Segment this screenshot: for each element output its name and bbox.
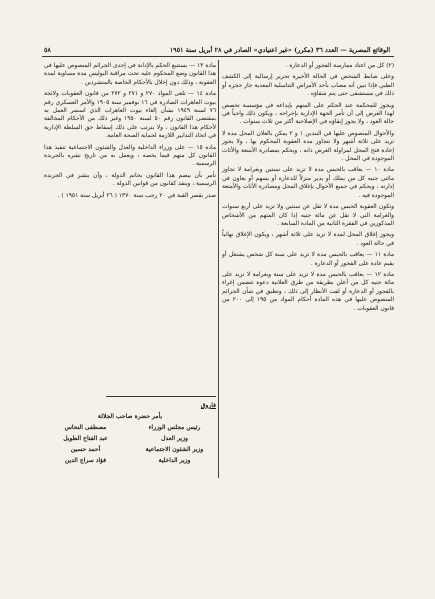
by-order-line: بأمر حضرة صاحب الجلالة xyxy=(97,413,163,420)
paragraph: مادة ١٠ — يعاقب بالحبس مدة لا تزيد على سنتين وبغرامة لا تجاوز مائتي جنيه كل من يملك أو يدير منزلاً للدعارة أو يسهم أو يعاون في إدارته ، ويحكم في جميع الأحوال بإغلاق المحل ومصادرة الأثاث والأمتعة الموجودة فيه . xyxy=(222,167,394,199)
king-signature: فاروق xyxy=(200,402,216,409)
paragraph: ويجوز إغلاق المحل لمدة لا تزيد على ثلاثة أشهر ، ويكون الإغلاق نهائياً في حالة العود . xyxy=(222,232,394,247)
page-number: ٥٨ xyxy=(44,46,51,54)
signatory-name: فؤاد سراج الدين xyxy=(64,457,107,464)
paragraph: صدر بقصر القبة في ٢٠ رجب سنة ١٣٧٠ ( ٢٦ أبريل سنة ١٩٥١ ) . xyxy=(57,192,216,199)
right-column xyxy=(222,62,394,316)
paragraph: والأحوال المنصوص عليها في البندين ١ و ٢ يمكن بالعلان المحل مدة لا تزيد على ثلاثة أشهر ولا تتجاوز مدة العقوبة المحكوم بها ، ولا يجوز إعادة فتح المحل لمزاولة الغرض ذاته ، ويحكم بمصادرة الأمتعة والأثاث الموجودة في المحل . xyxy=(222,130,394,163)
paragraph: (٢) كل من اعتاد ممارسة الفجور أو الدعارة . xyxy=(285,63,394,69)
header-title: الوقائع المصرية — العدد ٣٦ (مكرر) «غير اعتيادي» الصادر في ٢٨ أبريل سنة ١٩٥١ xyxy=(169,46,390,54)
paragraph: نأمر بأن يبصم هذا القانون بخاتم الدولة ، وأن ينشر في الجريدة الرسمية ، وينفذ كقانون من قوانين الدولة . xyxy=(44,172,216,188)
signatory-title: وزير الداخلية xyxy=(158,457,191,464)
signatory-name: مصطفى النحاس xyxy=(64,424,107,431)
pm-title: رئيس مجلس الوزراء xyxy=(148,424,201,431)
signature-block xyxy=(44,392,216,465)
paragraph: مادة ١١ — يعاقب بالحبس مدة لا تزيد على سنة كل شخص يشتغل أو يقيم عادة على الفجور أو الدعارة . xyxy=(222,252,394,267)
paragraph: ويجوز للمحكمة عند الحكم على المتهم بإيداعه في مؤسسة تخصص لهذا الغرض إلى أن تأمر الجهة الإدارية بإخراجه ، ويكون ذلك واجباً في حالة العود ، ولا يجوز إبقاؤه في الإصلاحية أكثر من ثلاث سنوات . xyxy=(222,102,394,126)
signatories xyxy=(44,423,216,465)
paragraph: مادة ١٢ — يعاقب بالحبس مدة لا تزيد على سنة وبغرامة لا تزيد على مائة جنيه كل من أعلن بطريقة من طرق العلانية دعوة تتضمن إغراء بالفجور أو الدعارة أو لفت الأنظار إلى ذلك ، وتطبق في شأن الجرائم المنصوص عليها في هذه المادة أحكام المواد من ١٩٥ إلى ٢٠٠ من قانون العقوبات . xyxy=(222,271,394,312)
left-column xyxy=(44,62,216,203)
paragraph: وتكون العقوبة الحبس مدة لا تقل عن سنتين ولا تزيد على أربع سنوات والغرامة التي لا تقل عن مائة جنيه إذا كان المتهم من الأشخاص المذكورين في الفقرة الثانية من المادة السابعة . xyxy=(222,204,394,227)
paragraph: مادة ١٣ — يستتبع الحكم بالإدانة في إحدى الجرائم المنصوص عليها في هذا القانون وضع المحكوم عليه تحت مراقبة البوليس مدة مساوية لمدة العقوبة ، وذلك دون إخلال بالأحكام الخاصة بالمتشردين . xyxy=(44,63,216,86)
signatory-name: عبد الفتاح الطويل xyxy=(63,435,108,442)
signatory-name: أحمد حسين xyxy=(70,446,101,453)
signatory-title: وزير العدل xyxy=(161,435,188,442)
signatory-title: وزير الشئون الاجتماعية xyxy=(145,446,204,453)
paragraph: وعلى ضابط الشخص في الحالة الأخيرة تحرير إرسالية إلى الكشف الطبي فإذا تبين أنه مصاب بأحد الأمراض التناسلية المعدية جاز حجزه أو ذلك في مستشفى حتى يتم شفاؤه . xyxy=(222,74,394,98)
paragraph: مادة ١٤ — تلغى المواد ٢٧٠ و ٢٧١ و ٢٧٢ من قانون العقوبات ولائحة بيوت العاهرات الصادرة في ١٦ نوفمبر سنة ١٩٠٥ والأمر العسكري رقم ٧٦ لسنة ١٩٤٩ بشأن إلغاء بيوت العاهرات الذي استمر العمل به بمقتضى القانون رقم ٥٠ لسنة ١٩٥٠ وغير ذلك من الأحكام المخالفة لأحكام هذا القانون ، ولا يترتب على ذلك إسقاط حق السلطة الإدارية في اتخاذ التدابير اللازمة لحماية الصحة العامة. xyxy=(44,91,217,140)
signature-rule xyxy=(106,396,216,397)
paragraph: مادة ١٥ — على وزراء الداخلية والعدل والشئون الاجتماعية تنفيذ هذا القانون كل منهم فيما يخصه ، ويعمل به من تاريخ نشره بالجريدة الرسمية . xyxy=(44,144,216,168)
header-rule xyxy=(42,56,394,57)
column-separator xyxy=(218,60,219,478)
page-header xyxy=(44,44,394,56)
